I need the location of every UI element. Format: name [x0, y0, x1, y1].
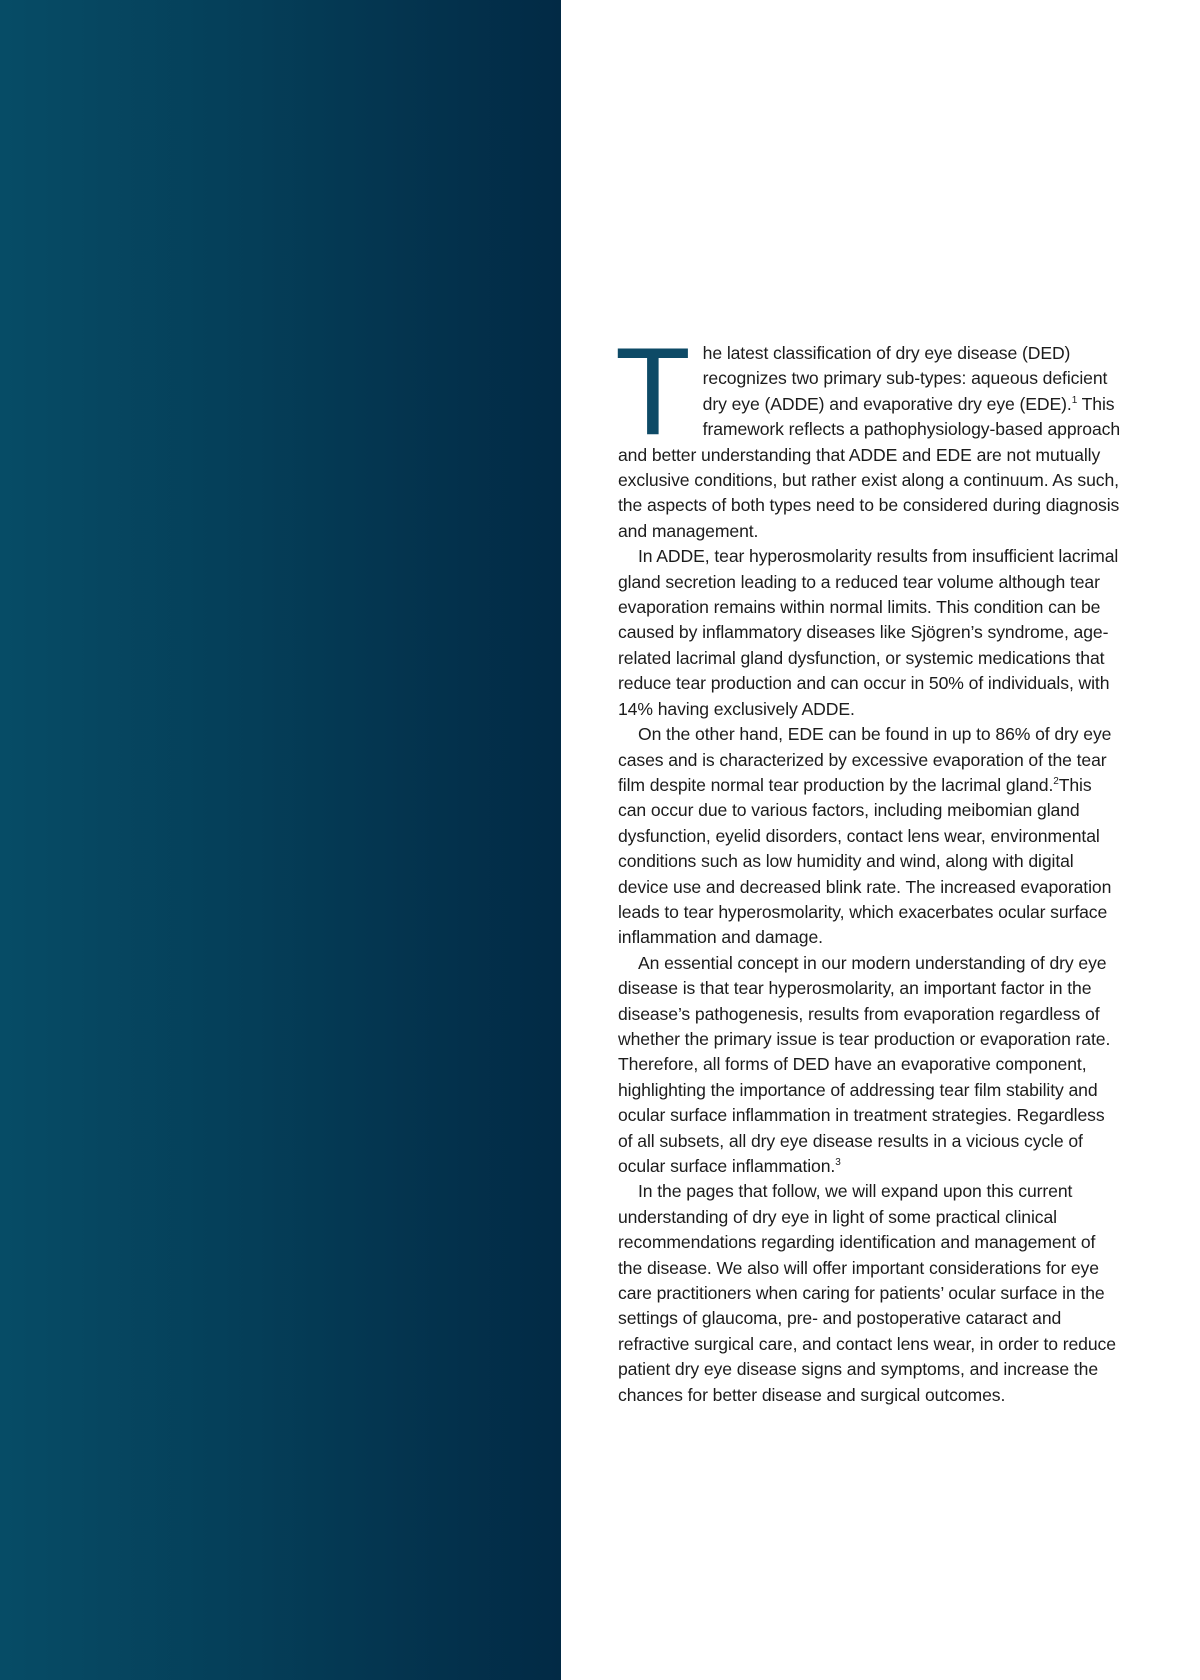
intro-paragraph: [615, 323, 1123, 544]
decorative-gradient-panel: [0, 0, 561, 1680]
reference-marker: 1: [1071, 394, 1078, 406]
intro-text: he latest classification of dry eye disease (DED) recognizes two primary sub-types: aqueous deficient dry eye (ADDE) and evaporative dry eye (EDE).: [702, 343, 1108, 414]
article-body: [615, 323, 1123, 1408]
reference-marker: 3: [835, 1157, 841, 1168]
intro-text-continued: This framework reflects a pathophysiology-based approach and better understanding that ADDE and EDE are not mutually exclusive conditions, but rather exist along a continuum. As such, the aspects of both types need to be considered during diagnosis and management.: [618, 393, 1121, 541]
adde-paragraph: In ADDE, tear hyperosmolarity results from insufficient lacrimal gland secretion leading to a reduced tear volume although tear evaporation remains within normal limits. This condition can be caused by inflammatory diseases like Sjögren’s syndrome, age-related lacrimal gland dysfunction, or systemic medications that reduce tear production and can occur in 50% of individuals, with 14% having exclusively ADDE.: [618, 546, 1119, 719]
reference-marker: 2: [1053, 775, 1059, 787]
drop-cap: T: [615, 323, 691, 461]
ede-text: On the other hand, EDE can be found in up to 86% of dry eye cases and is characterized by excessive evaporation of the tear film despite normal tear production by the lacrimal gland.: [618, 724, 1112, 795]
hyperosmolarity-paragraph: [618, 951, 1123, 1180]
hyperosmolarity-text: An essential concept in our modern understanding of dry eye disease is that tear hyperosmolarity, an important factor in the disease’s pathogenesis, results from evaporation regardless of whether the primary issue is tear production or evaporation rate. Therefore, all forms of DED have an evaporative component, highlighting the importance of addressing tear film stability and ocular surface inflammation in treatment strategies. Regardless of all subsets, all dry eye disease results in a vicious cycle of ocular surface inflammation.: [618, 952, 1111, 1176]
outlook-paragraph: In the pages that follow, we will expand upon this current understanding of dry eye in light of some practical clinical recommendations regarding identification and management of the disease. We also will offer important considerations for eye care practitioners when caring for patients’ ocular surface in the settings of glaucoma, pre- and postoperative cataract and refractive surgical care, and contact lens wear, in order to reduce patient dry eye disease signs and symptoms, and increase the chances for better disease and surgical outcomes.: [618, 1181, 1116, 1405]
ede-paragraph: [618, 722, 1123, 951]
ede-text-continued: This can occur due to various factors, including meibomian gland dysfunction, eyelid disorders, contact lens wear, environmental conditions such as low humidity and wind, along with digital device use and decreased blink rate. The increased evaporation leads to tear hyperosmolarity, which exacerbates ocular surface inflammation and damage.: [618, 774, 1112, 948]
